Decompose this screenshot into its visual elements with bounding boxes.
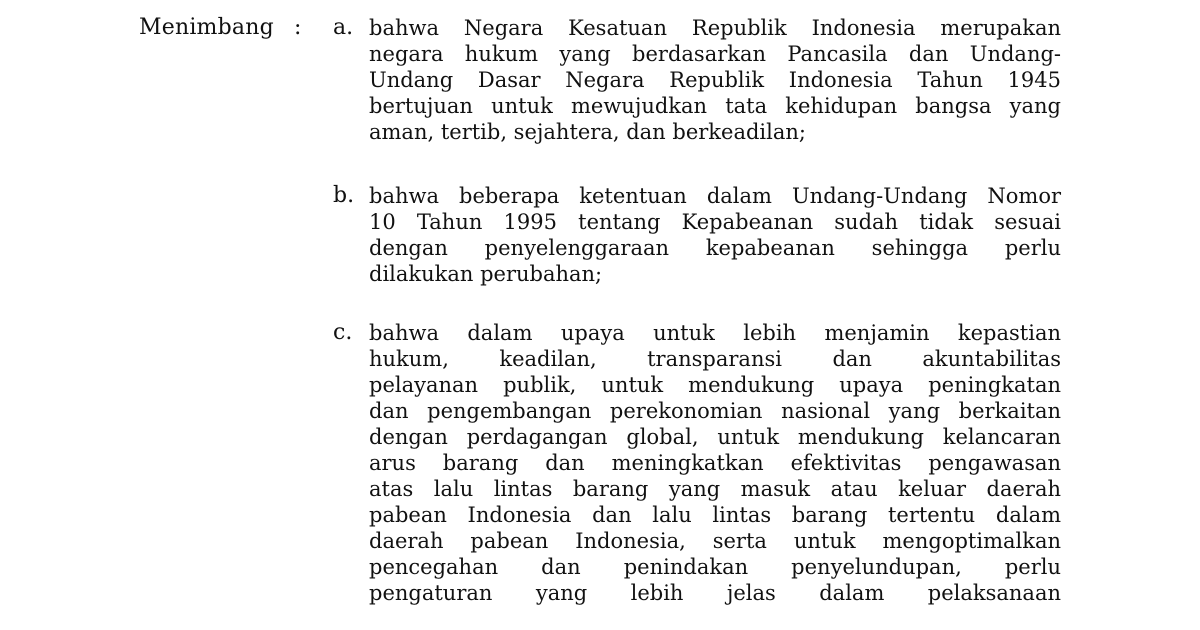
text-line: daerah pabean Indonesia, serta untuk mengoptimalkan <box>369 529 1061 553</box>
text-line: bahwa dalam upaya untuk lebih menjamin kepastian <box>369 321 1061 345</box>
text-line: pabean Indonesia dan lalu lintas barang tertentu dalam <box>369 503 1061 527</box>
text-line: dilakukan perubahan; <box>369 262 603 286</box>
text-line: pencegahan dan penindakan penyelundupan, perlu <box>369 555 1061 579</box>
text-line: Undang Dasar Negara Republik Indonesia Tahun 1945 <box>369 68 1061 92</box>
item-letter: b. <box>333 183 355 208</box>
item-text <box>369 320 1061 606</box>
text-line: aman, tertib, sejahtera, dan berkeadilan; <box>369 120 806 144</box>
text-line: hukum, keadilan, transparansi dan akuntabilitas <box>369 347 1061 371</box>
text-line: dengan penyelenggaraan kepabeanan sehingga perlu <box>369 236 1061 260</box>
text-line: negara hukum yang berdasarkan Pancasila dan Undang- <box>369 42 1062 66</box>
text-line: bertujuan untuk mewujudkan tata kehidupan bangsa yang <box>369 94 1062 118</box>
text-line: dengan perdagangan global, untuk mendukung kelancaran <box>369 425 1061 449</box>
item-text <box>369 15 1061 145</box>
text-line: pelayanan publik, untuk mendukung upaya peningkatan <box>369 373 1062 397</box>
text-line: arus barang dan meningkatkan efektivitas pengawasan <box>369 451 1062 475</box>
text-line: 10 Tahun 1995 tentang Kepabeanan sudah tidak sesuai <box>369 210 1061 234</box>
text-line: bahwa beberapa ketentuan dalam Undang-Undang Nomor <box>369 184 1062 208</box>
item-letter: c. <box>333 320 353 345</box>
text-line: atas lalu lintas barang yang masuk atau keluar daerah <box>369 477 1061 501</box>
section-colon: : <box>294 15 302 40</box>
item-letter: a. <box>333 15 354 40</box>
text-line: pengaturan yang lebih jelas dalam pelaksanaan <box>369 581 1061 605</box>
item-text <box>369 183 1061 287</box>
section-label: Menimbang <box>139 15 274 40</box>
text-line: bahwa Negara Kesatuan Republik Indonesia merupakan <box>369 16 1062 40</box>
text-line: dan pengembangan perekonomian nasional yang berkaitan <box>369 399 1062 423</box>
